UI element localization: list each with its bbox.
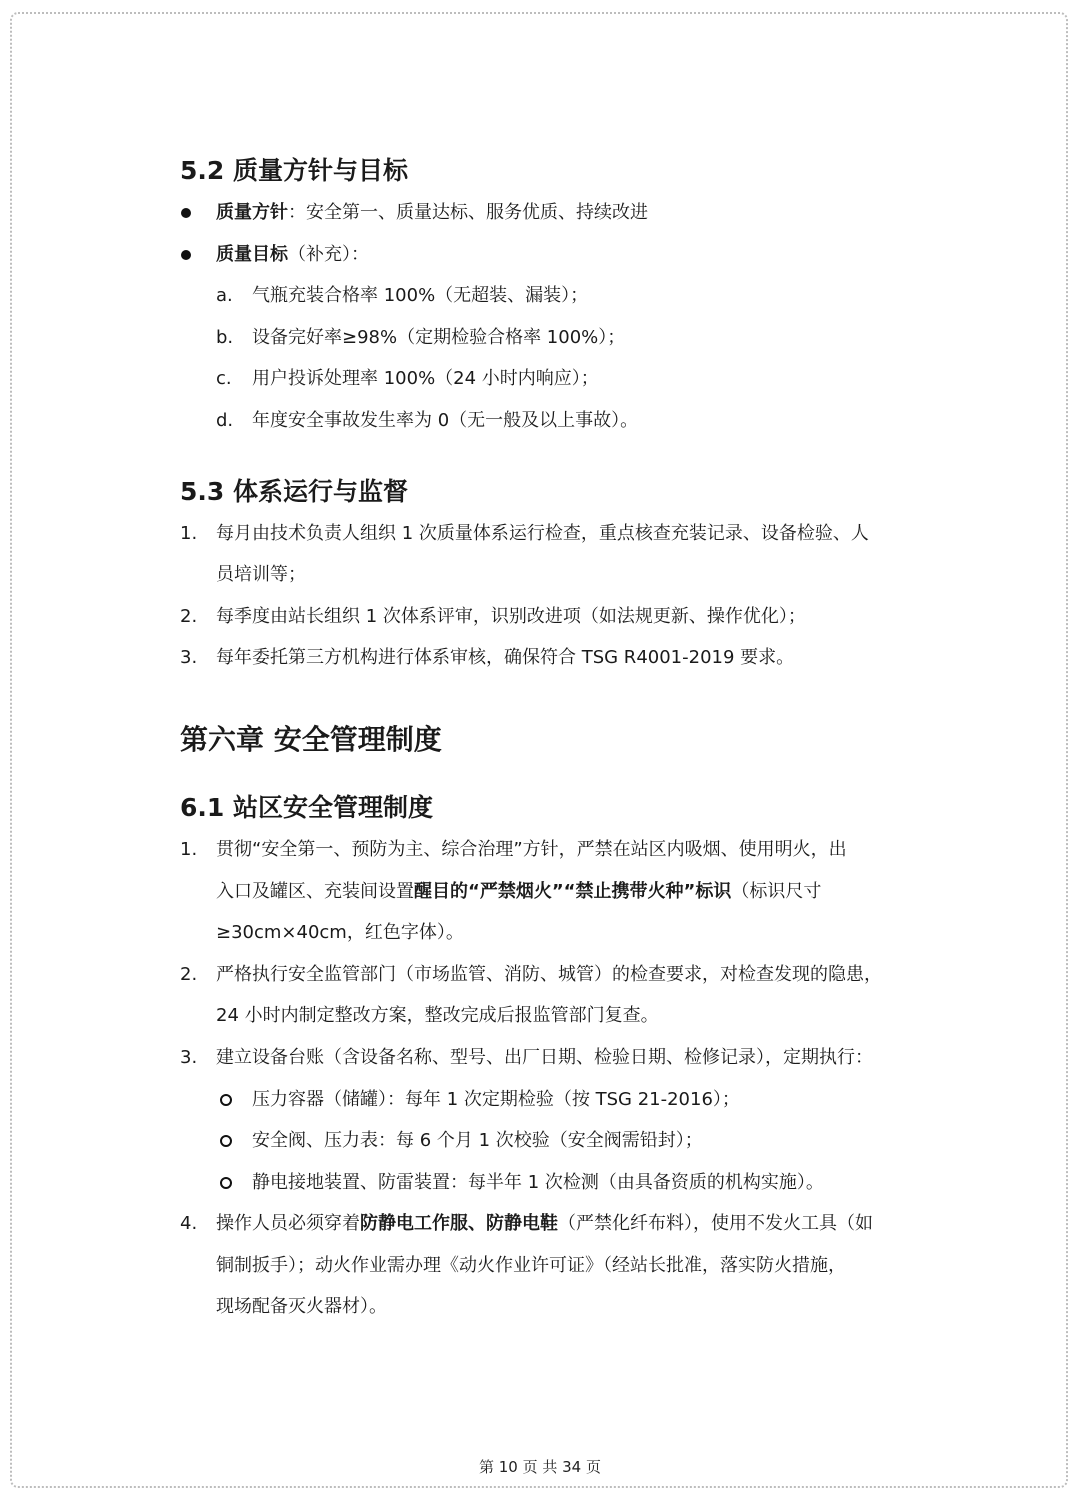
list-text: 建立设备台账（含设备名称、型号、出厂日期、检验日期、检修记录），定期执行：: [216, 1046, 873, 1068]
list-item-6-1-1: [180, 829, 910, 871]
list-text: 贯彻“安全第一、预防为主、综合治理”方针，严禁在站区内吸烟、使用明火，出: [216, 838, 847, 860]
list-text: ≥30cm×40cm，红色字体）。: [216, 922, 464, 944]
sub-item-safety-valve: [180, 1120, 910, 1162]
bullet-quality-policy: [180, 192, 910, 234]
list-item-5-3-1: [180, 513, 910, 555]
list-item-5-3-3: [180, 637, 910, 679]
circle-bullet-icon: [220, 1135, 232, 1147]
list-text: 操作人员必须穿着: [216, 1213, 360, 1235]
list-item-6-1-1-cont: [180, 871, 910, 913]
list-text: 入口及罐区、充装间设置: [216, 880, 414, 902]
goal-text: 年度安全事故发生率为 0（无一般及以上事故）。: [252, 409, 639, 431]
list-item-6-1-3: [180, 1037, 910, 1079]
sub-item-text: 安全阀、压力表：每 6 个月 1 次校验（安全阀需铅封）；: [252, 1130, 703, 1152]
list-item-6-1-1-cont2: [180, 912, 910, 954]
goal-item-a: [180, 275, 910, 317]
policy-text: ：安全第一、质量达标、服务优质、持续改进: [288, 202, 648, 223]
list-marker: 4.: [180, 1213, 198, 1235]
goal-item-b: [180, 317, 910, 359]
list-marker: 3.: [180, 1046, 198, 1068]
goal-marker: c.: [216, 368, 232, 390]
goals-suffix: （补充）：: [288, 243, 369, 265]
goal-marker: b.: [216, 326, 234, 348]
emphasis-sign-text: 醒目的“严禁烟火”“禁止携带火种”标识: [414, 880, 732, 902]
list-text: 铜制扳手）；动火作业需办理《动火作业许可证》（经站长批准，落实防火措施，: [216, 1254, 846, 1276]
list-item-5-3-2: [180, 596, 910, 638]
policy-label: 质量方针: [216, 202, 288, 223]
list-marker: 1.: [180, 522, 198, 544]
list-text: （标识尺寸: [731, 880, 822, 902]
goal-text: 用户投诉处理率 100%（24 小时内响应）；: [252, 368, 599, 390]
list-item-5-3-1-cont: [180, 554, 910, 596]
chapter-6-title: 第六章 安全管理制度: [180, 722, 442, 756]
list-text: （严禁化纤布料），使用不发火工具（如: [558, 1213, 873, 1235]
document-body: [180, 150, 910, 1328]
list-text: 每月由技术负责人组织 1 次质量体系运行检查，重点核查充装记录、设备检验、人: [216, 522, 869, 544]
goal-item-c: [180, 358, 910, 400]
goal-item-d: [180, 400, 910, 442]
section-6-1-title: 6.1 站区安全管理制度: [180, 792, 433, 822]
list-marker: 1.: [180, 838, 198, 860]
list-text: 每季度由站长组织 1 次体系评审，识别改进项（如法规更新、操作优化）；: [216, 605, 806, 627]
list-text: 员培训等；: [216, 564, 306, 586]
list-marker: 2.: [180, 963, 198, 985]
list-text: 每年委托第三方机构进行体系审核，确保符合 TSG R4001-2019 要求。: [216, 647, 795, 669]
bullet-dot: [181, 208, 191, 218]
sub-item-grounding: [180, 1162, 910, 1204]
list-item-6-1-4: [180, 1203, 910, 1245]
sub-item-text: 压力容器（储罐）：每年 1 次定期检验（按 TSG 21-2016）；: [252, 1088, 740, 1110]
list-item-6-1-4-cont: [180, 1245, 910, 1287]
bullet-dot: [181, 250, 191, 260]
emphasis-clothing-text: 防静电工作服、防静电鞋: [360, 1213, 558, 1235]
list-text: 严格执行安全监管部门（市场监管、消防、城管）的检查要求，对检查发现的隐患，: [216, 963, 882, 985]
page-number-footer: 第 10 页 共 34 页: [478, 1458, 601, 1476]
section-5-2-title: 5.2 质量方针与目标: [180, 156, 408, 185]
goal-marker: a.: [216, 285, 233, 307]
list-item-6-1-2-cont: [180, 995, 910, 1037]
circle-bullet-icon: [220, 1177, 232, 1189]
goal-marker: d.: [216, 409, 234, 431]
goal-text: 气瓶充装合格率 100%（无超装、漏装）；: [252, 285, 589, 307]
list-text: 现场配备灭火器材）。: [216, 1296, 387, 1318]
list-item-6-1-2: [180, 954, 910, 996]
goals-label: 质量目标: [216, 243, 288, 265]
list-item-6-1-4-cont2: [180, 1286, 910, 1328]
bullet-quality-goals: [180, 234, 910, 276]
sub-item-pressure-vessel: [180, 1079, 910, 1121]
list-text: 24 小时内制定整改方案，整改完成后报监管部门复查。: [216, 1005, 659, 1027]
sub-item-text: 静电接地装置、防雷装置：每半年 1 次检测（由具备资质的机构实施）。: [252, 1171, 824, 1193]
list-marker: 3.: [180, 647, 198, 669]
list-marker: 2.: [180, 605, 198, 627]
circle-bullet-icon: [220, 1094, 232, 1106]
goal-text: 设备完好率≥98%（定期检验合格率 100%）；: [252, 326, 626, 348]
section-5-3-title: 5.3 体系运行与监督: [180, 476, 408, 506]
